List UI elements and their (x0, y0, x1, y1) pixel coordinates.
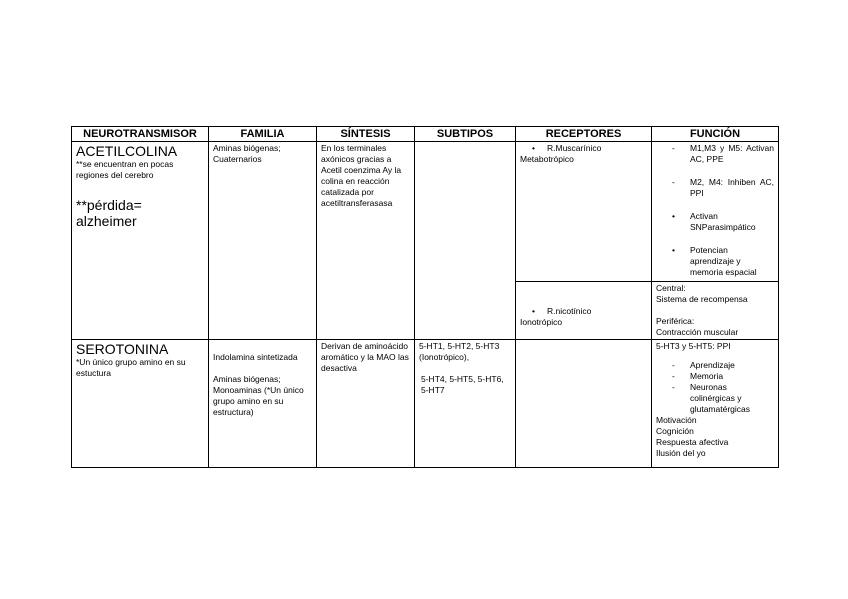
funcion-central-label: Central: (656, 283, 686, 293)
cell-receptor-muscarinico (516, 142, 652, 282)
header-familia: FAMILIA (209, 127, 317, 142)
table-row-acetilcolina (72, 142, 779, 282)
funcion-periferica-text: Contracción muscular (656, 327, 739, 337)
list-item: - Memoria (656, 371, 774, 382)
receptor-nicotinico-type: Ionotrópico (520, 317, 563, 327)
cell-serotonina-name (72, 340, 209, 468)
table-row-serotonina (72, 340, 779, 468)
list-item: • Potencian aprendizaje y memoria espacial (656, 245, 774, 278)
serotonina-familia-2: Aminas biógenas; Monoaminas (*Un único grupo amino en su estructura) (213, 374, 304, 417)
serotonina-familia-1: Indolamina sintetizada (213, 352, 298, 362)
receptor-muscarinico-label: • R.Muscarínico (520, 143, 647, 154)
acetilcolina-note-1: **se encuentran en pocas regiones del cerebro (76, 159, 174, 180)
list-item: - M2, M4: Inhiben AC, PPI (656, 177, 774, 199)
cell-serotonina-familia (209, 340, 317, 468)
cell-acetilcolina-familia: Aminas biógenas; Cuaternarios (209, 142, 317, 340)
header-subtipos: SUBTIPOS (415, 127, 516, 142)
serotonina-subtipos-1: 5-HT1, 5-HT2, 5-HT3 (Ionotrópico), (419, 341, 500, 362)
header-sintesis: SÍNTESIS (317, 127, 415, 142)
list-item: • Activan SNParasimpático (656, 211, 774, 233)
cell-serotonina-sintesis: Derivan de aminoácido aromático y la MAO las desactiva (317, 340, 415, 468)
cell-acetilcolina-subtipos (415, 142, 516, 340)
serotonina-funcion-tail-4: Ilusión del yo (656, 448, 706, 458)
cell-funcion-nicotinico (652, 282, 779, 340)
header-receptores: RECEPTORES (516, 127, 652, 142)
funcion-central-text: Sistema de recompensa (656, 294, 748, 304)
cell-serotonina-receptores (516, 340, 652, 468)
cell-acetilcolina-sintesis: En los terminales axónicos gracias a Acetil coenzima Ay la colina en reacción catalizada por acetiltransferasasa (317, 142, 415, 340)
cell-acetilcolina-name (72, 142, 209, 340)
list-item: - Neuronas colinérgicas y glutamatérgicas (656, 382, 774, 415)
receptor-nicotinico-label: • R.nicotínico (520, 306, 647, 317)
serotonina-subtipos-2: 5-HT4, 5-HT5, 5-HT6, 5-HT7 (421, 374, 504, 395)
list-item: - Aprendizaje (656, 360, 774, 371)
cell-serotonina-subtipos (415, 340, 516, 468)
neurotransmitter-table (71, 126, 779, 468)
list-item: - M1,M3 y M5: Activan AC, PPE (656, 143, 774, 165)
cell-receptor-nicotinico (516, 282, 652, 340)
serotonina-funcion-tail-3: Respuesta afectiva (656, 437, 729, 447)
serotonina-funcion-tail-2: Cognición (656, 426, 694, 436)
acetilcolina-note-2: **pérdida= alzheimer (76, 197, 142, 229)
neurotransmitter-name: ACETILCOLINA (76, 143, 178, 159)
cell-serotonina-funcion (652, 340, 779, 468)
serotonina-note: *Un único grupo amino en su estuctura (76, 357, 186, 378)
serotonina-funcion-tail-1: Motivación (656, 415, 697, 425)
cell-funcion-muscarinico (652, 142, 779, 282)
header-row (72, 127, 779, 142)
header-funcion: FUNCIÓN (652, 127, 779, 142)
receptor-muscarinico-type: Metabotrópico (520, 154, 574, 164)
serotonina-funcion-head: 5-HT3 y 5-HT5: PPI (656, 341, 731, 351)
neurotransmitter-name: SEROTONINA (76, 341, 169, 357)
funcion-periferica-label: Periférica: (656, 316, 695, 326)
header-neurotransmisor: NEUROTRANSMISOR (72, 127, 209, 142)
